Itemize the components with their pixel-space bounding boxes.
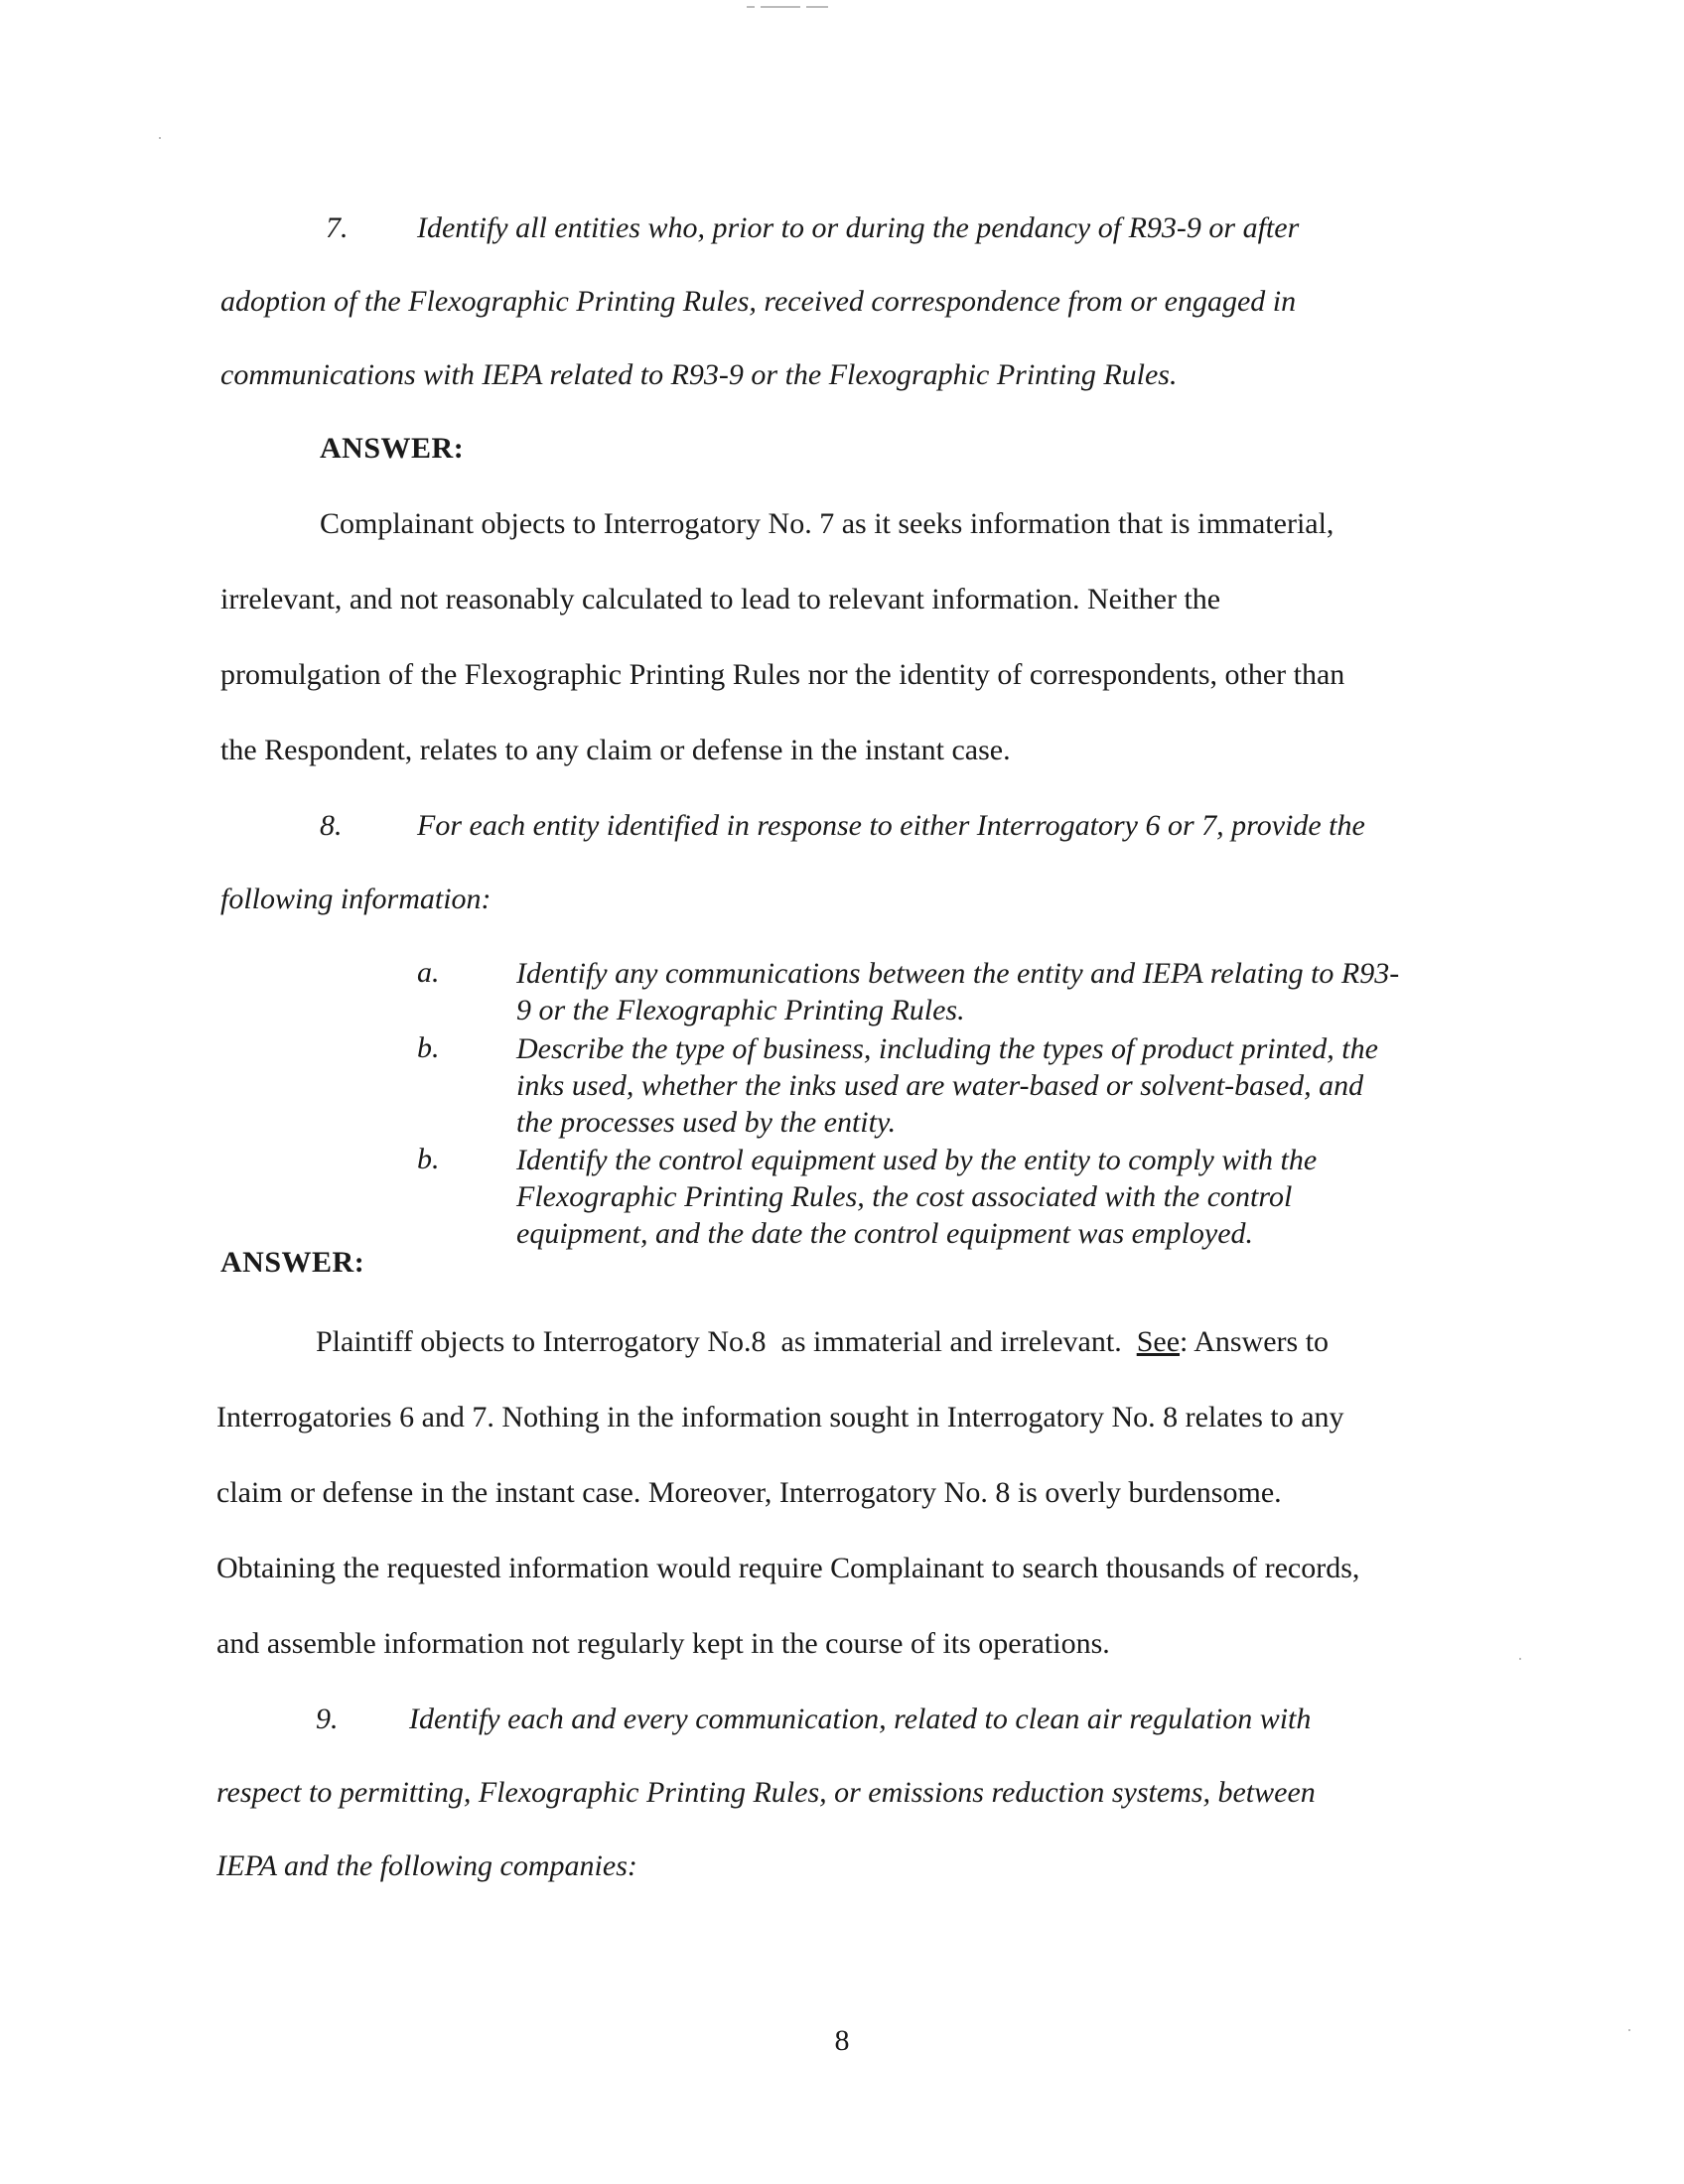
subitem-c-line-2: Flexographic Printing Rules, the cost associated with the control [516, 1180, 1293, 1213]
answer-8-line-5: and assemble information not regularly kept in the course of its operations. [216, 1627, 1110, 1660]
interrogatory-7-number: 7. [326, 211, 349, 244]
interrogatory-9-line-2: respect to permitting, Flexographic Printing Rules, or emissions reduction systems, between [216, 1776, 1316, 1809]
answer-8-line-2: Interrogatories 6 and 7. Nothing in the information sought in Interrogatory No. 8 relates to any [216, 1401, 1344, 1433]
subitem-c-letter: b. [417, 1143, 440, 1175]
interrogatory-7-line-3: communications with IEPA related to R93-9 or the Flexographic Printing Rules. [220, 358, 1178, 391]
answer-7-heading: ANSWER: [320, 432, 465, 465]
interrogatory-9-number: 9. [316, 1703, 339, 1735]
subitem-c-line-1: Identify the control equipment used by the entity to comply with the [516, 1144, 1318, 1176]
answer-7-line-3: promulgation of the Flexographic Printing Rules nor the identity of correspondents, other than [220, 658, 1345, 691]
interrogatory-8-line-1: For each entity identified in response to either Interrogatory 6 or 7, provide the [417, 809, 1365, 842]
answer-7-line-2: irrelevant, and not reasonably calculated to lead to relevant information. Neither the [220, 583, 1221, 615]
subitem-b-letter: b. [417, 1031, 440, 1064]
scan-mark [806, 6, 828, 8]
answer-8-line-4: Obtaining the requested information would require Complainant to search thousands of records, [216, 1552, 1360, 1584]
subitem-b-line-2: inks used, whether the inks used are water-based or solvent-based, and [516, 1069, 1364, 1102]
subitem-a-line-1: Identify any communications between the entity and IEPA relating to R93- [516, 957, 1400, 990]
subitem-b-line-1: Describe the type of business, including the types of product printed, the [516, 1032, 1378, 1065]
see-reference: See [1136, 1325, 1181, 1358]
scan-speck [1628, 2029, 1630, 2031]
answer-7-line-1: Complainant objects to Interrogatory No. 7 as it seeks information that is immaterial, [320, 507, 1334, 540]
interrogatory-9-line-1: Identify each and every communication, related to clean air regulation with [409, 1703, 1312, 1735]
subitem-a-line-2: 9 or the Flexographic Printing Rules. [516, 994, 965, 1026]
interrogatory-9-line-3: IEPA and the following companies: [216, 1849, 637, 1882]
subitem-a-letter: a. [417, 956, 440, 989]
scan-speck [159, 137, 161, 139]
answer-8-line-1-text: Plaintiff objects to Interrogatory No.8 as immaterial and irrelevant. [316, 1325, 1137, 1358]
scan-mark [747, 6, 755, 8]
interrogatory-7-line-2: adoption of the Flexographic Printing Rules, received correspondence from or engaged in [220, 285, 1297, 318]
subitem-b-line-3: the processes used by the entity. [516, 1106, 897, 1139]
scan-speck [1519, 1658, 1521, 1660]
answer-8-heading: ANSWER: [220, 1246, 365, 1279]
scan-mark [761, 6, 800, 8]
page-number: 8 [834, 2024, 850, 2057]
answer-7-line-4: the Respondent, relates to any claim or defense in the instant case. [220, 734, 1011, 766]
answer-8-line-3: claim or defense in the instant case. Moreover, Interrogatory No. 8 is overly burdensome. [216, 1476, 1282, 1509]
interrogatory-8-line-2: following information: [220, 883, 491, 915]
answer-8-line-1-tail: : Answers to [1180, 1325, 1330, 1358]
subitem-c-line-3: equipment, and the date the control equipment was employed. [516, 1217, 1254, 1250]
interrogatory-7-line-1: Identify all entities who, prior to or during the pendancy of R93-9 or after [417, 211, 1300, 244]
answer-8-line-1 [316, 1324, 1329, 1360]
interrogatory-8-number: 8. [320, 809, 343, 842]
